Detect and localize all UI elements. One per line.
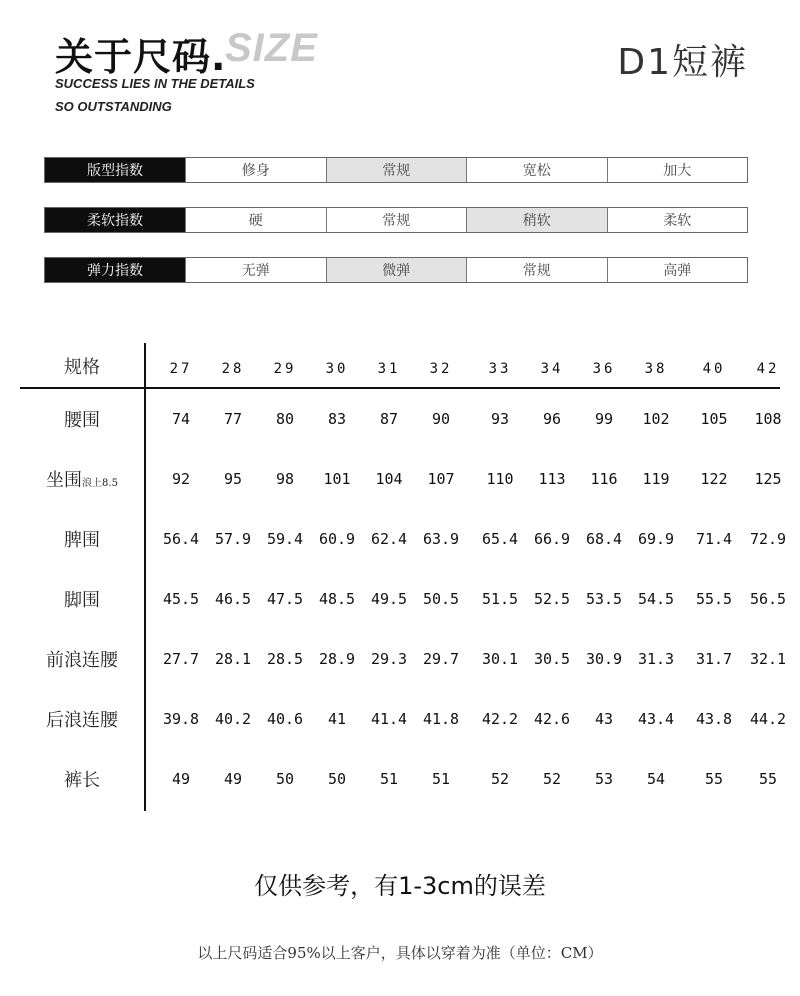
footer-note: 以上尺码适合95%以上客户，具体以穿着为准（单位：CM） — [197, 944, 603, 962]
table-cell: 101 — [323, 470, 351, 488]
table-cell: 102 — [642, 410, 670, 428]
table-cell: 66.9 — [533, 530, 571, 548]
table-cell: 31.3 — [637, 650, 675, 668]
table-cell: 113 — [538, 470, 566, 488]
table-cell: 77 — [223, 410, 243, 428]
tagline-1: SUCCESS LIES IN THE DETAILS — [55, 76, 255, 91]
size-header: 40 — [702, 361, 726, 377]
row-label — [46, 706, 118, 732]
row-label-text: 坐围 — [46, 470, 83, 491]
index-option-selected: 稍软 — [466, 208, 607, 232]
index-label: 柔软指数 — [45, 208, 185, 232]
row-label-text: 前浪连腰 — [46, 650, 118, 671]
table-cell: 45.5 — [162, 590, 200, 608]
table-cell: 62.4 — [370, 530, 408, 548]
table-corner-label: 规格 — [64, 357, 100, 378]
table-cell: 27.7 — [162, 650, 200, 668]
index-option: 宽松 — [466, 158, 607, 182]
size-header: 27 — [169, 361, 193, 377]
table-cell: 55 — [758, 770, 778, 788]
index-row — [44, 157, 748, 183]
table-cell: 99 — [594, 410, 614, 428]
table-cell: 28.9 — [318, 650, 356, 668]
table-cell: 54.5 — [637, 590, 675, 608]
table-cell: 105 — [700, 410, 728, 428]
index-option: 柔软 — [607, 208, 748, 232]
table-cell: 108 — [754, 410, 782, 428]
table-cell: 98 — [275, 470, 295, 488]
row-label — [64, 586, 100, 612]
table-cell: 83 — [327, 410, 347, 428]
row-label — [46, 646, 118, 672]
table-cell: 43.4 — [637, 710, 675, 728]
index-option: 常规 — [466, 258, 607, 282]
row-label — [64, 406, 100, 432]
index-option: 硬 — [185, 208, 326, 232]
table-cell: 55 — [704, 770, 724, 788]
table-cell: 71.4 — [695, 530, 733, 548]
row-label-text: 腰围 — [64, 410, 100, 431]
table-cell: 57.9 — [214, 530, 252, 548]
table-cell: 50 — [275, 770, 295, 788]
table-cell: 49 — [223, 770, 243, 788]
table-cell: 51 — [431, 770, 451, 788]
row-label — [46, 466, 118, 492]
table-cell: 48.5 — [318, 590, 356, 608]
table-cell: 28.1 — [214, 650, 252, 668]
table-cell: 42.6 — [533, 710, 571, 728]
table-cell: 68.4 — [585, 530, 623, 548]
table-cell: 116 — [590, 470, 618, 488]
table-cell: 119 — [642, 470, 670, 488]
row-label — [64, 526, 100, 552]
table-cell: 60.9 — [318, 530, 356, 548]
index-option: 无弹 — [185, 258, 326, 282]
product-name: D1短裤 — [617, 42, 748, 83]
table-cell: 56.4 — [162, 530, 200, 548]
table-cell: 30.1 — [481, 650, 519, 668]
table-cell: 39.8 — [162, 710, 200, 728]
table-cell: 54 — [646, 770, 666, 788]
page-title-en: SIZE — [225, 26, 318, 70]
size-header: 30 — [325, 361, 349, 377]
index-label: 弹力指数 — [45, 258, 185, 282]
table-cell: 92 — [171, 470, 191, 488]
row-label-text: 脚围 — [64, 590, 100, 611]
table-cell: 29.3 — [370, 650, 408, 668]
table-cell: 93 — [490, 410, 510, 428]
table-cell: 72.9 — [749, 530, 787, 548]
table-vertical-divider — [144, 343, 146, 811]
index-option-selected: 常规 — [326, 158, 467, 182]
table-cell: 50.5 — [422, 590, 460, 608]
table-cell: 110 — [486, 470, 514, 488]
table-cell: 55.5 — [695, 590, 733, 608]
table-cell: 44.2 — [749, 710, 787, 728]
table-cell: 49.5 — [370, 590, 408, 608]
table-cell: 53.5 — [585, 590, 623, 608]
table-cell: 28.5 — [266, 650, 304, 668]
index-label: 版型指数 — [45, 158, 185, 182]
table-cell: 122 — [700, 470, 728, 488]
table-cell: 52 — [490, 770, 510, 788]
table-cell: 40.6 — [266, 710, 304, 728]
table-cell: 46.5 — [214, 590, 252, 608]
table-cell: 74 — [171, 410, 191, 428]
size-header: 34 — [540, 361, 564, 377]
size-header: 28 — [221, 361, 245, 377]
index-option: 常规 — [326, 208, 467, 232]
table-cell: 41.8 — [422, 710, 460, 728]
size-header: 29 — [273, 361, 297, 377]
table-cell: 90 — [431, 410, 451, 428]
table-cell: 31.7 — [695, 650, 733, 668]
table-cell: 51 — [379, 770, 399, 788]
table-cell: 63.9 — [422, 530, 460, 548]
table-cell: 41.4 — [370, 710, 408, 728]
table-cell: 125 — [754, 470, 782, 488]
size-header: 31 — [377, 361, 401, 377]
table-cell: 43.8 — [695, 710, 733, 728]
page-title-cn: 关于尺码. — [55, 35, 227, 79]
table-cell: 65.4 — [481, 530, 519, 548]
table-cell: 51.5 — [481, 590, 519, 608]
table-cell: 107 — [427, 470, 455, 488]
table-cell: 87 — [379, 410, 399, 428]
table-cell: 96 — [542, 410, 562, 428]
row-label-text: 后浪连腰 — [46, 710, 118, 731]
row-label-text: 脾围 — [64, 530, 100, 551]
table-cell: 53 — [594, 770, 614, 788]
index-option: 修身 — [185, 158, 326, 182]
table-cell: 29.7 — [422, 650, 460, 668]
table-cell: 69.9 — [637, 530, 675, 548]
table-cell: 80 — [275, 410, 295, 428]
row-label-text: 裤长 — [64, 770, 100, 791]
tolerance-note: 仅供参考，有1-3cm的误差 — [254, 872, 546, 900]
table-cell: 47.5 — [266, 590, 304, 608]
size-header: 33 — [488, 361, 512, 377]
index-row — [44, 207, 748, 233]
table-cell: 41 — [327, 710, 347, 728]
index-option: 高弹 — [607, 258, 748, 282]
table-cell: 40.2 — [214, 710, 252, 728]
table-cell: 59.4 — [266, 530, 304, 548]
index-option-selected: 微弹 — [326, 258, 467, 282]
table-cell: 52.5 — [533, 590, 571, 608]
size-header: 32 — [429, 361, 453, 377]
tagline-2: SO OUTSTANDING — [55, 99, 172, 114]
table-cell: 32.1 — [749, 650, 787, 668]
table-cell: 30.5 — [533, 650, 571, 668]
table-cell: 52 — [542, 770, 562, 788]
table-cell: 30.9 — [585, 650, 623, 668]
table-cell: 43 — [594, 710, 614, 728]
row-label-subnote: 浪上8.5 — [82, 478, 118, 489]
table-cell: 95 — [223, 470, 243, 488]
index-option: 加大 — [607, 158, 748, 182]
table-cell: 42.2 — [481, 710, 519, 728]
size-header: 36 — [592, 361, 616, 377]
table-header-divider — [20, 387, 780, 389]
row-label — [64, 766, 100, 792]
table-cell: 50 — [327, 770, 347, 788]
table-cell: 56.5 — [749, 590, 787, 608]
index-row — [44, 257, 748, 283]
table-cell: 49 — [171, 770, 191, 788]
size-header: 38 — [644, 361, 668, 377]
table-cell: 104 — [375, 470, 403, 488]
size-header: 42 — [756, 361, 780, 377]
